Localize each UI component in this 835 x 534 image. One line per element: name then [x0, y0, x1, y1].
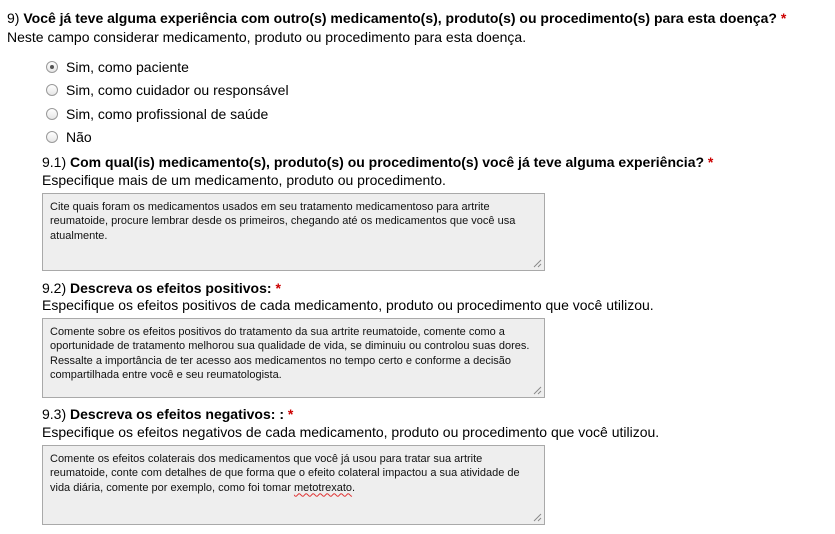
option-label: Sim, como cuidador ou responsável — [66, 82, 289, 99]
resize-grip-icon[interactable] — [533, 513, 542, 522]
textarea-placeholder: Cite quais foram os medicamentos usados em seu tratamento medicamentoso para artrite reumatoide, procure lembrar desde os primeiros, chegando até os medicamentos que você usa atualmente. — [50, 201, 516, 242]
required-mark: * — [275, 280, 281, 296]
radio-icon[interactable] — [46, 131, 58, 143]
radio-icon[interactable] — [46, 108, 58, 120]
question-9-1-hint: Especifique mais de um medicamento, produto ou procedimento. — [42, 172, 446, 188]
question-number: 9.3) — [42, 406, 67, 422]
textarea-placeholder: Comente os efeitos colaterais dos medicamentos que você já usou para tratar sua artrite reumatoide, conte com detalhes de que forma que o efeito colateral impactou a sua atividade de vida diária, comente por exemplo, como foi tomar — [50, 453, 520, 494]
textarea-placeholder: Comente sobre os efeitos positivos do tratamento da sua artrite reumatoide, comente como a oportunidade de tratamento melhorou sua qualidade de vida, se diminuiu ou controlou suas dores. Ressalte a importância de ter acesso aos medicamentos no tempo certo e conforme a decisão compartilhada entre você e seu reumatologista. — [50, 326, 530, 381]
option-sim-cuidador[interactable] — [46, 79, 289, 103]
required-mark: * — [287, 406, 294, 422]
question-text: Você já teve alguma experiência com outro(s) medicamento(s), produto(s) ou procedimento(s) para esta doença? — [23, 10, 777, 26]
required-mark: * — [780, 10, 787, 26]
question-9-title — [7, 10, 786, 27]
option-sim-paciente[interactable] — [46, 55, 289, 79]
question-9-2-title — [42, 280, 281, 297]
option-sim-profissional[interactable] — [46, 102, 289, 126]
misspelled-word: metotrexato — [293, 481, 353, 494]
option-label: Sim, como paciente — [66, 58, 189, 75]
question-number: 9.1) — [42, 154, 67, 170]
resize-grip-icon[interactable] — [533, 259, 542, 268]
option-label: Sim, como profissional de saúde — [66, 105, 269, 122]
question-text: Descreva os efeitos positivos: — [70, 280, 272, 296]
radio-checked-icon[interactable] — [46, 61, 58, 73]
textarea-placeholder-end: . — [352, 481, 356, 494]
question-9-hint: Neste campo considerar medicamento, produto ou procedimento para esta doença. — [7, 29, 527, 45]
question-number: 9.2) — [42, 280, 67, 296]
question-9-3-hint: Especifique os efeitos negativos de cada medicamento, produto ou procedimento que você utilizou. — [42, 424, 660, 440]
option-label: Não — [66, 129, 92, 146]
required-mark: * — [707, 154, 714, 170]
resize-grip-icon[interactable] — [533, 386, 542, 395]
question-text: Com qual(is) medicamento(s), produto(s) ou procedimento(s) você já teve alguma experiência? — [70, 154, 705, 170]
question-9-2-hint: Especifique os efeitos positivos de cada medicamento, produto ou procedimento que você utilizou. — [42, 297, 654, 313]
question-9-3-title — [42, 406, 293, 423]
radio-icon[interactable] — [46, 84, 58, 96]
question-9-options — [46, 55, 289, 149]
question-number: 9) — [7, 10, 20, 26]
positive-effects-textarea[interactable] — [42, 318, 545, 398]
question-9-1-title — [42, 154, 713, 171]
question-text: Descreva os efeitos negativos: : — [70, 406, 284, 422]
negative-effects-textarea[interactable] — [42, 445, 545, 525]
experience-textarea[interactable] — [42, 193, 545, 271]
option-nao[interactable] — [46, 126, 289, 150]
